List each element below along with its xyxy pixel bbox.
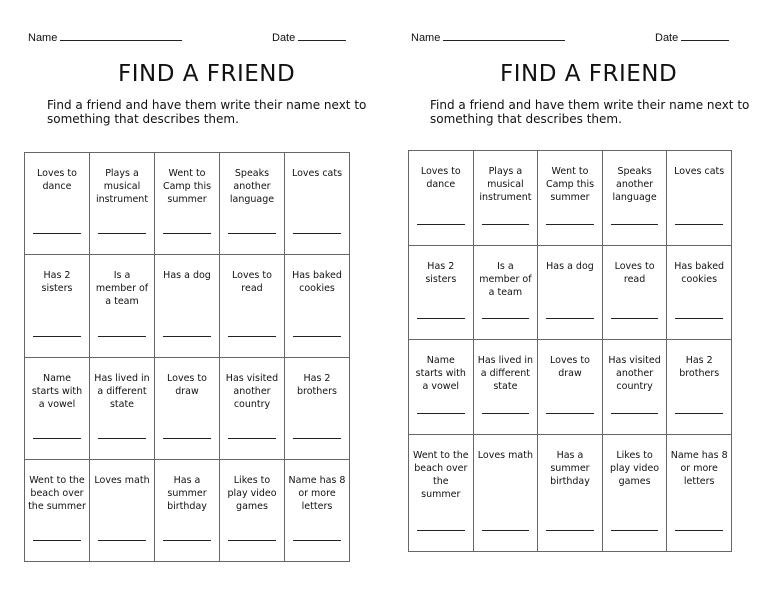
date-field[interactable]: [272, 31, 346, 44]
grid-cell: [220, 255, 285, 357]
signature-line[interactable]: [546, 413, 594, 414]
grid-row: [409, 340, 732, 435]
cell-prompt: Loves math: [94, 474, 150, 486]
name-label: Name: [28, 32, 58, 44]
cell-prompt: Has lived in a different state: [94, 372, 150, 410]
cell-prompt: Has baked cookies: [674, 260, 725, 285]
grid-cell: [602, 434, 667, 551]
cell-prompt: Speaks another language: [229, 168, 275, 205]
cell-prompt: Loves to draw: [550, 355, 590, 380]
grid-cell: [155, 153, 220, 255]
grid-row: [409, 434, 732, 551]
grid-cell: [602, 151, 667, 246]
signature-line[interactable]: [33, 233, 81, 234]
worksheet-right: [384, 0, 768, 594]
grid-cell: [538, 434, 603, 551]
signature-line[interactable]: [163, 438, 211, 439]
signature-line[interactable]: [163, 233, 211, 234]
grid-cell: [155, 357, 220, 459]
signature-line[interactable]: [163, 336, 211, 337]
date-blank[interactable]: [298, 31, 346, 41]
grid-cell: [667, 340, 732, 435]
signature-line[interactable]: [98, 438, 146, 439]
grid-cell: [220, 357, 285, 459]
cell-prompt: Has a dog: [546, 260, 594, 272]
grid-row: [409, 151, 732, 246]
grid-cell: [90, 255, 155, 357]
signature-line[interactable]: [98, 336, 146, 337]
cell-prompt: Has a summer birthday: [167, 474, 207, 512]
grid-row: [409, 245, 732, 340]
cell-prompt: Has a summer birthday: [550, 449, 590, 487]
grid-cell: [285, 255, 350, 357]
grid-cell: [155, 459, 220, 561]
instructions-line-1: Find a friend and have them write their name next to: [430, 98, 750, 112]
signature-line[interactable]: [293, 540, 341, 541]
signature-line[interactable]: [611, 224, 659, 225]
grid-cell: [285, 459, 350, 561]
cell-prompt: Has 2 sisters: [41, 270, 73, 295]
grid-cell: [473, 151, 538, 246]
cell-prompt: Speaks another language: [612, 166, 657, 203]
grid-cell: [538, 340, 603, 435]
signature-line[interactable]: [293, 438, 341, 439]
signature-line[interactable]: [228, 233, 276, 234]
cell-prompt: Name has 8 or more letters: [670, 449, 728, 487]
signature-line[interactable]: [33, 438, 81, 439]
name-label: Name: [411, 32, 441, 44]
signature-line[interactable]: [33, 336, 81, 337]
signature-line[interactable]: [293, 233, 341, 234]
bingo-grid: [408, 150, 732, 552]
signature-line[interactable]: [98, 540, 146, 541]
instructions: [47, 98, 377, 126]
signature-line[interactable]: [417, 413, 465, 414]
instructions: [430, 98, 760, 126]
date-field[interactable]: [655, 31, 729, 44]
grid-cell: [285, 153, 350, 255]
signature-line[interactable]: [228, 336, 276, 337]
cell-prompt: Loves to draw: [167, 372, 207, 397]
instructions-line-2: something that describes them.: [47, 112, 239, 126]
grid-cell: [409, 340, 474, 435]
signature-line[interactable]: [675, 530, 723, 531]
cell-prompt: Is a member of a team: [95, 270, 149, 308]
cell-prompt: Name starts with a vowel: [415, 355, 466, 393]
grid-cell: [667, 434, 732, 551]
grid-row: [25, 255, 350, 357]
grid-cell: [285, 357, 350, 459]
cell-prompt: Has 2 brothers: [679, 355, 720, 380]
name-field[interactable]: [28, 31, 182, 44]
cell-prompt: Went to Camp this summer: [545, 166, 595, 203]
grid-cell: [473, 245, 538, 340]
signature-line[interactable]: [293, 336, 341, 337]
grid-cell: [90, 459, 155, 561]
grid-cell: [473, 434, 538, 551]
cell-prompt: Likes to play video games: [610, 449, 660, 487]
grid-cell: [602, 340, 667, 435]
grid-row: [25, 459, 350, 561]
signature-line[interactable]: [482, 530, 530, 531]
instructions-line-2: something that describes them.: [430, 112, 622, 126]
date-blank[interactable]: [681, 31, 729, 41]
cell-prompt: Loves math: [477, 449, 533, 461]
signature-line[interactable]: [417, 530, 465, 531]
cell-prompt: Name has 8 or more letters: [288, 474, 346, 512]
grid-cell: [667, 151, 732, 246]
cell-prompt: Has 2 sisters: [425, 260, 457, 285]
cell-prompt: Loves to read: [232, 270, 272, 295]
signature-line[interactable]: [675, 318, 723, 319]
grid-cell: [409, 245, 474, 340]
grid-cell: [25, 357, 90, 459]
grid-cell: [220, 459, 285, 561]
signature-line[interactable]: [417, 318, 465, 319]
cell-prompt: Went to the beach over the summer: [412, 449, 469, 500]
signature-line[interactable]: [482, 413, 530, 414]
worksheet-title: FIND A FRIEND: [118, 61, 296, 87]
grid-cell: [538, 245, 603, 340]
grid-cell: [90, 357, 155, 459]
signature-line[interactable]: [611, 413, 659, 414]
signature-line[interactable]: [482, 318, 530, 319]
date-label: Date: [272, 32, 296, 44]
cell-prompt: Has baked cookies: [292, 270, 342, 295]
signature-line[interactable]: [163, 540, 211, 541]
cell-prompt: Has lived in a different state: [477, 355, 534, 393]
cell-prompt: Went to Camp this summer: [162, 168, 212, 205]
date-label: Date: [655, 32, 679, 44]
cell-prompt: Went to the beach over the summer: [28, 474, 86, 512]
signature-line[interactable]: [33, 540, 81, 541]
signature-line[interactable]: [611, 530, 659, 531]
cell-prompt: Has a dog: [163, 270, 211, 282]
grid-row: [25, 153, 350, 255]
cell-prompt: Has visited another country: [225, 372, 279, 410]
signature-line[interactable]: [546, 530, 594, 531]
grid-cell: [602, 245, 667, 340]
signature-line[interactable]: [228, 540, 276, 541]
signature-line[interactable]: [675, 413, 723, 414]
cell-prompt: Loves cats: [674, 166, 725, 177]
signature-line[interactable]: [611, 318, 659, 319]
grid-cell: [155, 255, 220, 357]
worksheet-title: FIND A FRIEND: [500, 61, 678, 87]
signature-line[interactable]: [675, 224, 723, 225]
grid-row: [25, 357, 350, 459]
grid-cell: [538, 151, 603, 246]
cell-prompt: Likes to play video games: [227, 474, 277, 512]
signature-line[interactable]: [546, 224, 594, 225]
signature-line[interactable]: [228, 438, 276, 439]
signature-line[interactable]: [98, 233, 146, 234]
grid-cell: [409, 151, 474, 246]
signature-line[interactable]: [546, 318, 594, 319]
cell-prompt: Loves to dance: [37, 168, 77, 192]
grid-cell: [25, 153, 90, 255]
grid-cell: [220, 153, 285, 255]
cell-prompt: Has visited another country: [608, 355, 661, 393]
bingo-grid: [24, 152, 350, 562]
signature-line[interactable]: [482, 224, 530, 225]
name-blank[interactable]: [60, 31, 182, 41]
grid-cell: [90, 153, 155, 255]
cell-prompt: Loves to dance: [420, 166, 461, 190]
name-blank[interactable]: [443, 31, 565, 41]
grid-cell: [473, 340, 538, 435]
name-field[interactable]: [411, 31, 565, 44]
grid-cell: [409, 434, 474, 551]
signature-line[interactable]: [417, 224, 465, 225]
grid-cell: [25, 255, 90, 357]
cell-prompt: Loves to read: [614, 260, 655, 285]
cell-prompt: Loves cats: [291, 168, 343, 179]
cell-prompt: Has 2 brothers: [297, 372, 337, 397]
grid-cell: [25, 459, 90, 561]
instructions-line-1: Find a friend and have them write their name next to: [47, 98, 367, 112]
cell-prompt: Plays a musical instrument: [479, 166, 532, 203]
cell-prompt: Plays a musical instrument: [95, 168, 149, 205]
cell-prompt: Name starts with a vowel: [31, 372, 83, 410]
grid-cell: [667, 245, 732, 340]
cell-prompt: Is a member of a team: [479, 260, 532, 298]
